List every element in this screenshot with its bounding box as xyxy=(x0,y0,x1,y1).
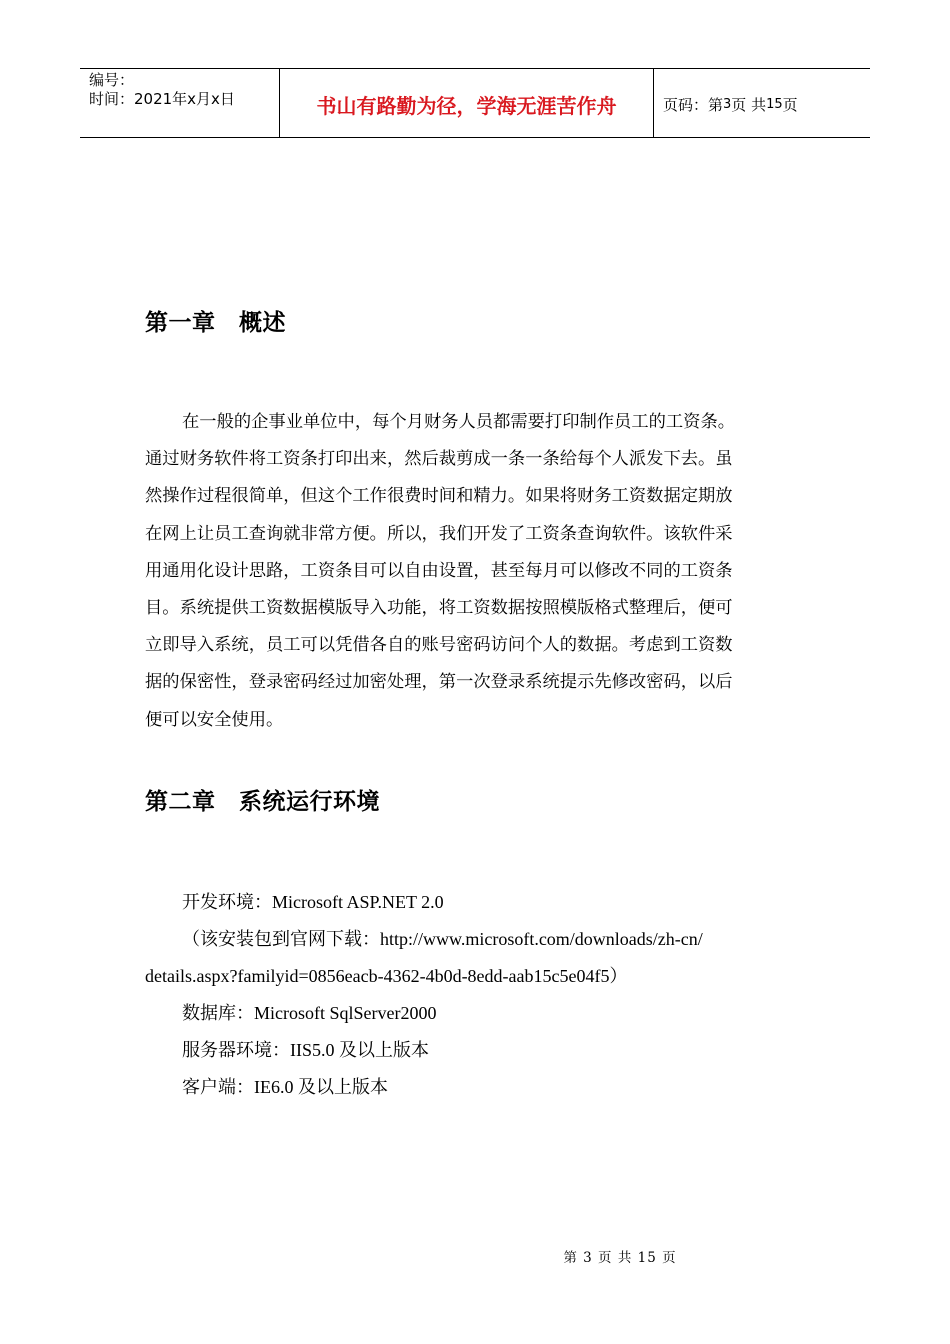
server-environment: 服务器环境：IIS5.0 及以上版本 xyxy=(182,1040,429,1060)
paragraph-line: 用通用化设计思路，工资条目可以自由设置，甚至每月可以修改不同的工资条 xyxy=(145,560,733,581)
header-code-label: 编号： xyxy=(89,71,135,89)
page-header xyxy=(80,68,870,138)
paragraph-line: 通过财务软件将工资条打印出来，然后裁剪成一条一条给每个人派发下去。虽 xyxy=(145,449,733,470)
chapter-2-title: 第二章 系统运行环境 xyxy=(145,789,380,815)
client-environment: 客户端：IE6.0 及以上版本 xyxy=(182,1077,388,1097)
environment-list xyxy=(145,884,845,1106)
header-page-info xyxy=(654,69,870,137)
header-page-total: 15 xyxy=(766,96,783,112)
paragraph-line: 便可以安全使用。 xyxy=(145,709,284,730)
database-environment: 数据库：Microsoft SqlServer2000 xyxy=(182,1003,437,1023)
header-motto: 书山有路勤为径，学海无涯苦作舟 xyxy=(280,69,654,137)
header-meta xyxy=(80,69,280,137)
header-page-number: 3 xyxy=(723,96,732,112)
header-page-label: 页码：第 xyxy=(663,95,724,114)
paragraph-line: 在网上让员工查询就非常方便。所以，我们开发了工资条查询软件。该软件采 xyxy=(145,523,733,544)
chapter-1-title: 第一章 概述 xyxy=(145,310,286,336)
paragraph-line: 立即导入系统，员工可以凭借各自的账号密码访问个人的数据。考虑到工资数 xyxy=(145,635,733,656)
paragraph-line: 据的保密性，登录密码经过加密处理，第一次登录系统提示先修改密码，以后 xyxy=(145,672,733,693)
paragraph-line: 在一般的企事业单位中，每个月财务人员都需要打印制作员工的工资条。 xyxy=(182,412,736,432)
paragraph-line: 然操作过程很简单，但这个工作很费时间和精力。如果将财务工资数据定期放 xyxy=(145,486,733,507)
chapter-1-paragraph xyxy=(145,404,805,739)
footer-page-number: 第 3 页 共 15 页 xyxy=(563,1250,677,1266)
download-note-line-1: （该安装包到官网下载：http://www.microsoft.com/downloads/zh-cn/ xyxy=(182,929,703,949)
header-time-label: 时间：2021年x月x日 xyxy=(89,90,235,108)
page-footer xyxy=(0,1246,950,1266)
download-note-line-2: details.aspx?familyid=0856eacb-4362-4b0d-8edd-aab15c5e04f5） xyxy=(145,966,628,986)
header-page-end: 页 xyxy=(782,95,798,114)
dev-environment: 开发环境：Microsoft ASP.NET 2.0 xyxy=(182,892,444,912)
paragraph-line: 目。系统提供工资数据模版导入功能，将工资数据按照模版格式整理后，便可 xyxy=(145,598,733,619)
header-page-mid: 页 共 xyxy=(731,95,767,114)
